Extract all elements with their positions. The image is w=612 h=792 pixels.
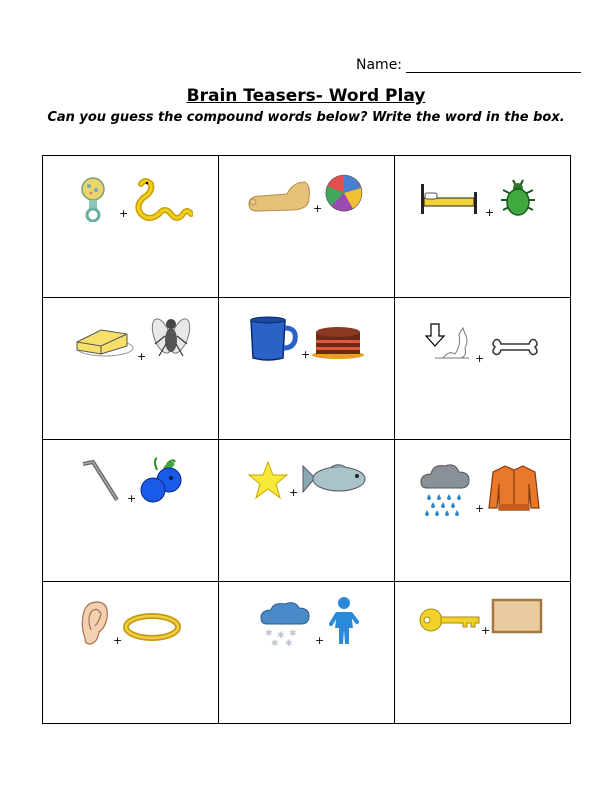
plus-sign: + [475, 502, 485, 515]
star-icon [247, 460, 289, 500]
puzzle-box-1[interactable] [43, 156, 219, 298]
plus-sign: + [119, 207, 129, 220]
bug-icon [497, 176, 539, 218]
key-icon [419, 606, 481, 634]
puzzle-box-4[interactable] [43, 298, 219, 440]
fly-icon [149, 314, 193, 362]
puzzle-box-12[interactable] [395, 582, 571, 724]
svg-text:✱: ✱ [277, 631, 285, 641]
butter-icon [71, 318, 135, 360]
plus-sign: + [289, 486, 299, 499]
puzzle-box-9[interactable] [395, 440, 571, 582]
plus-sign: + [475, 352, 485, 365]
puzzle-box-11[interactable] [219, 582, 395, 724]
puzzle-box-10[interactable] [43, 582, 219, 724]
instructions: Can you guess the compound words below? Write the word in the box. [47, 110, 565, 125]
blueberry-icon [139, 456, 185, 506]
jacket-icon [487, 462, 541, 512]
cup-icon [247, 316, 299, 362]
puzzle-box-8[interactable] [219, 440, 395, 582]
rain-cloud-icon [419, 462, 471, 516]
down-arrow-cat-icon [425, 320, 471, 362]
name-label: Name: [356, 57, 403, 73]
puzzle-box-5[interactable] [219, 298, 395, 440]
svg-text:✱: ✱ [265, 629, 273, 639]
svg-text:✱: ✱ [285, 639, 293, 648]
plus-sign: + [113, 634, 123, 647]
plus-sign: + [313, 202, 323, 215]
svg-text:✱: ✱ [271, 639, 279, 648]
bed-icon [419, 182, 479, 216]
ball-icon [325, 174, 363, 212]
cake-icon [311, 322, 365, 360]
puzzle-box-7[interactable] [43, 440, 219, 582]
man-icon [329, 596, 359, 648]
plus-sign: + [137, 350, 147, 363]
straw-icon [79, 460, 123, 504]
name-field [356, 57, 581, 73]
puzzle-box-3[interactable] [395, 156, 571, 298]
ring-icon [123, 612, 181, 642]
puzzle-box-2[interactable] [219, 156, 395, 298]
plus-sign: + [315, 634, 325, 647]
snow-cloud-icon [259, 600, 313, 648]
puzzle-box-6[interactable] [395, 298, 571, 440]
svg-text:✱: ✱ [289, 629, 297, 639]
plus-sign: + [127, 492, 137, 505]
puzzle-grid [42, 155, 571, 724]
ear-icon [77, 598, 111, 648]
rattle-icon [77, 176, 111, 222]
snake-icon [131, 176, 193, 224]
foot-icon [247, 178, 313, 214]
plus-sign: + [481, 624, 491, 637]
name-line[interactable] [406, 58, 581, 73]
fish-icon [301, 462, 367, 498]
plus-sign: + [485, 206, 495, 219]
page-title: Brain Teasers- Word Play [186, 86, 426, 106]
plus-sign: + [301, 348, 311, 361]
bone-icon [491, 336, 539, 358]
board-icon [491, 598, 543, 634]
